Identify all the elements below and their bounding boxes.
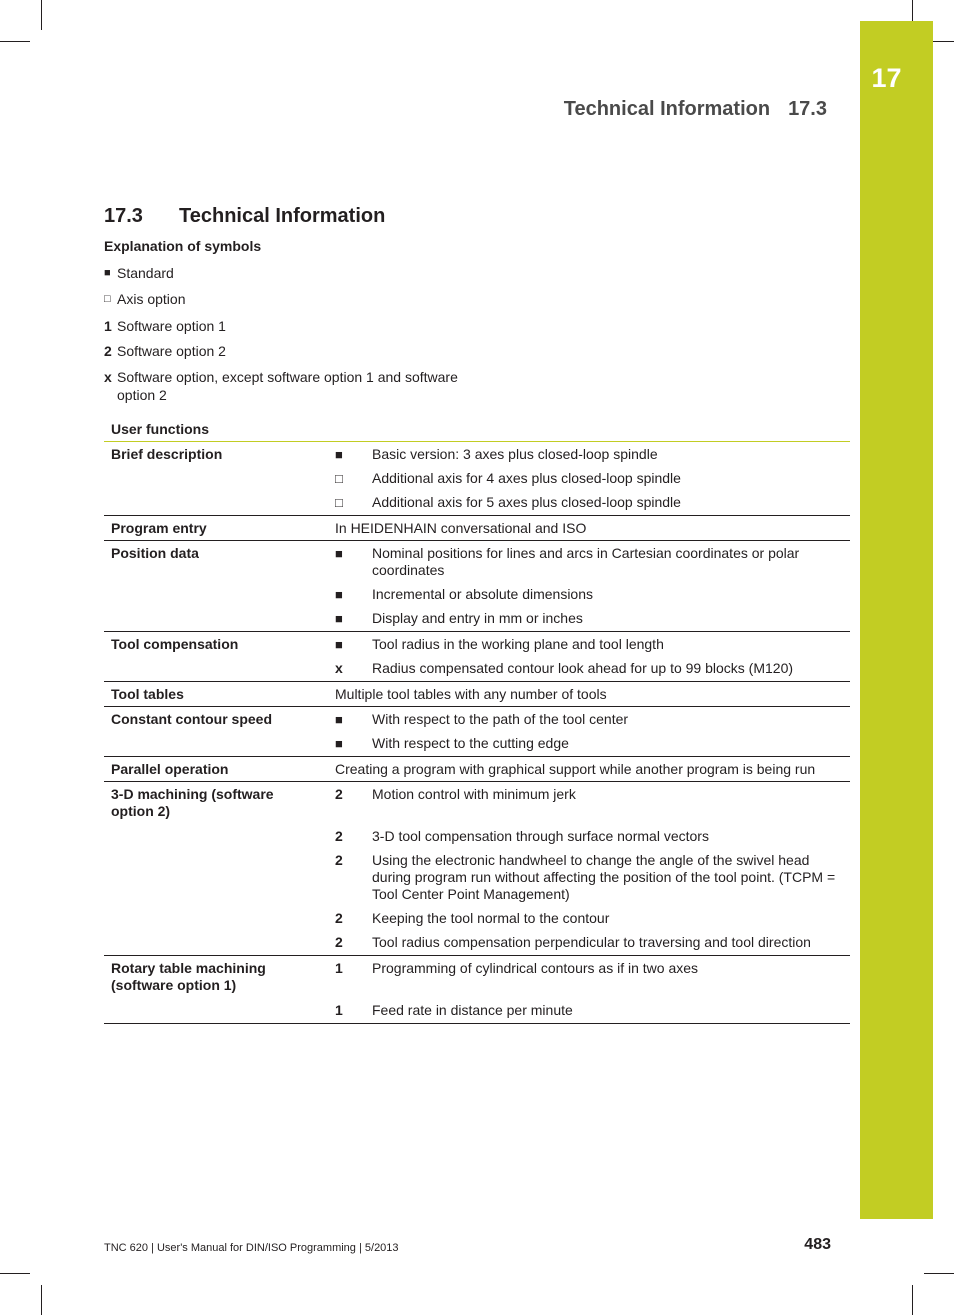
filled-square-icon: ■ <box>335 611 343 626</box>
row-text: Creating a program with graphical support while another program is being run <box>335 761 816 777</box>
entry-mark: 1 <box>335 960 343 976</box>
symbol-item-standard <box>104 264 504 282</box>
symbol-text: Software option 1 <box>117 318 226 334</box>
symbol-mark: 1 <box>104 318 112 334</box>
crop-mark <box>0 1273 30 1274</box>
row-entry: 2 Tool radius compensation perpendicular to traversing and tool direction <box>335 934 811 950</box>
row-label: Brief description <box>111 446 223 462</box>
entry-mark: 2 <box>335 786 343 802</box>
row-entry: 2 3-D tool compensation through surface normal vectors <box>335 828 709 844</box>
table-row <box>104 757 850 782</box>
crop-mark <box>41 0 42 30</box>
row-label: Tool compensation <box>111 636 239 652</box>
row-label: Parallel operation <box>111 761 229 777</box>
symbol-item-option-2 <box>104 342 504 360</box>
symbol-text: Software option, except software option 1 and software option 2 <box>117 369 458 403</box>
row-entry: ■ Nominal positions for lines and arcs in Cartesian coordinates or polar coordinates <box>335 545 800 578</box>
section-number: 17.3 <box>104 205 143 227</box>
row-entry: 1 Feed rate in distance per minute <box>335 1002 573 1018</box>
crop-mark <box>924 1273 954 1274</box>
row-entry: 2 Motion control with minimum jerk <box>335 786 576 802</box>
row-entry: □ Additional axis for 4 axes plus closed-loop spindle <box>335 470 681 486</box>
symbol-item-option-1 <box>104 317 504 335</box>
page-footer: TNC 620 | User's Manual for DIN/ISO Programming | 5/2013 <box>104 1242 399 1254</box>
symbol-item-axis-option <box>104 290 504 308</box>
table-row <box>104 442 850 516</box>
table-row <box>104 707 850 757</box>
row-label: Program entry <box>111 520 207 536</box>
row-label: Position data <box>111 545 199 561</box>
symbol-text: Software option 2 <box>117 343 226 359</box>
symbol-text: Standard <box>117 265 174 281</box>
filled-square-icon: ■ <box>335 546 343 561</box>
row-entry: ■ Incremental or absolute dimensions <box>335 586 594 602</box>
row-entry: ■ Basic version: 3 axes plus closed-loop spindle <box>335 446 658 462</box>
row-text: Multiple tool tables with any number of tools <box>335 686 607 702</box>
empty-square-icon: □ <box>104 293 111 305</box>
crop-mark <box>0 41 30 42</box>
row-entry: 2 Using the electronic handwheel to change the angle of the swivel head during program run without affecting the position of the tool point. (TCPM = Tool Center Point Management) <box>335 852 836 902</box>
running-header-title: Technical Information <box>563 98 771 120</box>
row-label: Rotary table machining (software option 1) <box>111 960 266 993</box>
filled-square-icon: ■ <box>104 267 111 279</box>
row-entry: ■ With respect to the path of the tool center <box>335 711 629 727</box>
crop-mark <box>41 1285 42 1315</box>
symbol-mark: 2 <box>104 343 112 359</box>
entry-mark: x <box>335 660 343 676</box>
filled-square-icon: ■ <box>335 736 343 751</box>
page-number: 483 <box>804 1236 831 1253</box>
row-label: Constant contour speed <box>111 711 273 727</box>
empty-square-icon: □ <box>335 471 343 486</box>
table-row <box>104 541 850 632</box>
row-entry: □ Additional axis for 5 axes plus closed-loop spindle <box>335 494 681 510</box>
row-entry: ■ With respect to the cutting edge <box>335 735 569 751</box>
row-entry: 2 Keeping the tool normal to the contour <box>335 910 610 926</box>
table-row <box>104 516 850 541</box>
filled-square-icon: ■ <box>335 637 343 652</box>
table-row <box>104 782 850 956</box>
row-label: 3-D machining (software option 2) <box>111 786 274 819</box>
table-row <box>104 956 850 1024</box>
table-row <box>104 632 850 682</box>
row-entry: x Radius compensated contour look ahead for up to 99 blocks (M120) <box>335 660 794 676</box>
symbol-text: Axis option <box>117 291 186 307</box>
filled-square-icon: ■ <box>335 447 343 462</box>
row-entry: ■ Display and entry in mm or inches <box>335 610 583 626</box>
crop-mark <box>912 1285 913 1315</box>
row-entry: 1 Programming of cylindrical contours as if in two axes <box>335 960 699 976</box>
chapter-number: 17 <box>871 63 902 93</box>
running-header-number: 17.3 <box>788 98 827 120</box>
symbol-mark: x <box>104 369 112 385</box>
chapter-tab <box>860 21 933 1219</box>
row-text: In HEIDENHAIN conversational and ISO <box>335 520 587 536</box>
row-label: Tool tables <box>111 686 184 702</box>
entry-mark: 2 <box>335 852 343 868</box>
table-row <box>104 682 850 707</box>
entry-mark: 2 <box>335 934 343 950</box>
row-entry: ■ Tool radius in the working plane and tool length <box>335 636 664 652</box>
filled-square-icon: ■ <box>335 712 343 727</box>
symbols-heading: Explanation of symbols <box>104 238 262 254</box>
running-header <box>564 98 827 121</box>
symbol-item-option-x <box>104 368 494 404</box>
section-title <box>104 205 385 228</box>
entry-mark: 1 <box>335 1002 343 1018</box>
empty-square-icon: □ <box>335 495 343 510</box>
section-title-text: Technical Information <box>179 205 386 227</box>
entry-mark: 2 <box>335 910 343 926</box>
table-title: User functions <box>104 418 850 442</box>
filled-square-icon: ■ <box>335 587 343 602</box>
entry-mark: 2 <box>335 828 343 844</box>
user-functions-table <box>104 418 850 1024</box>
